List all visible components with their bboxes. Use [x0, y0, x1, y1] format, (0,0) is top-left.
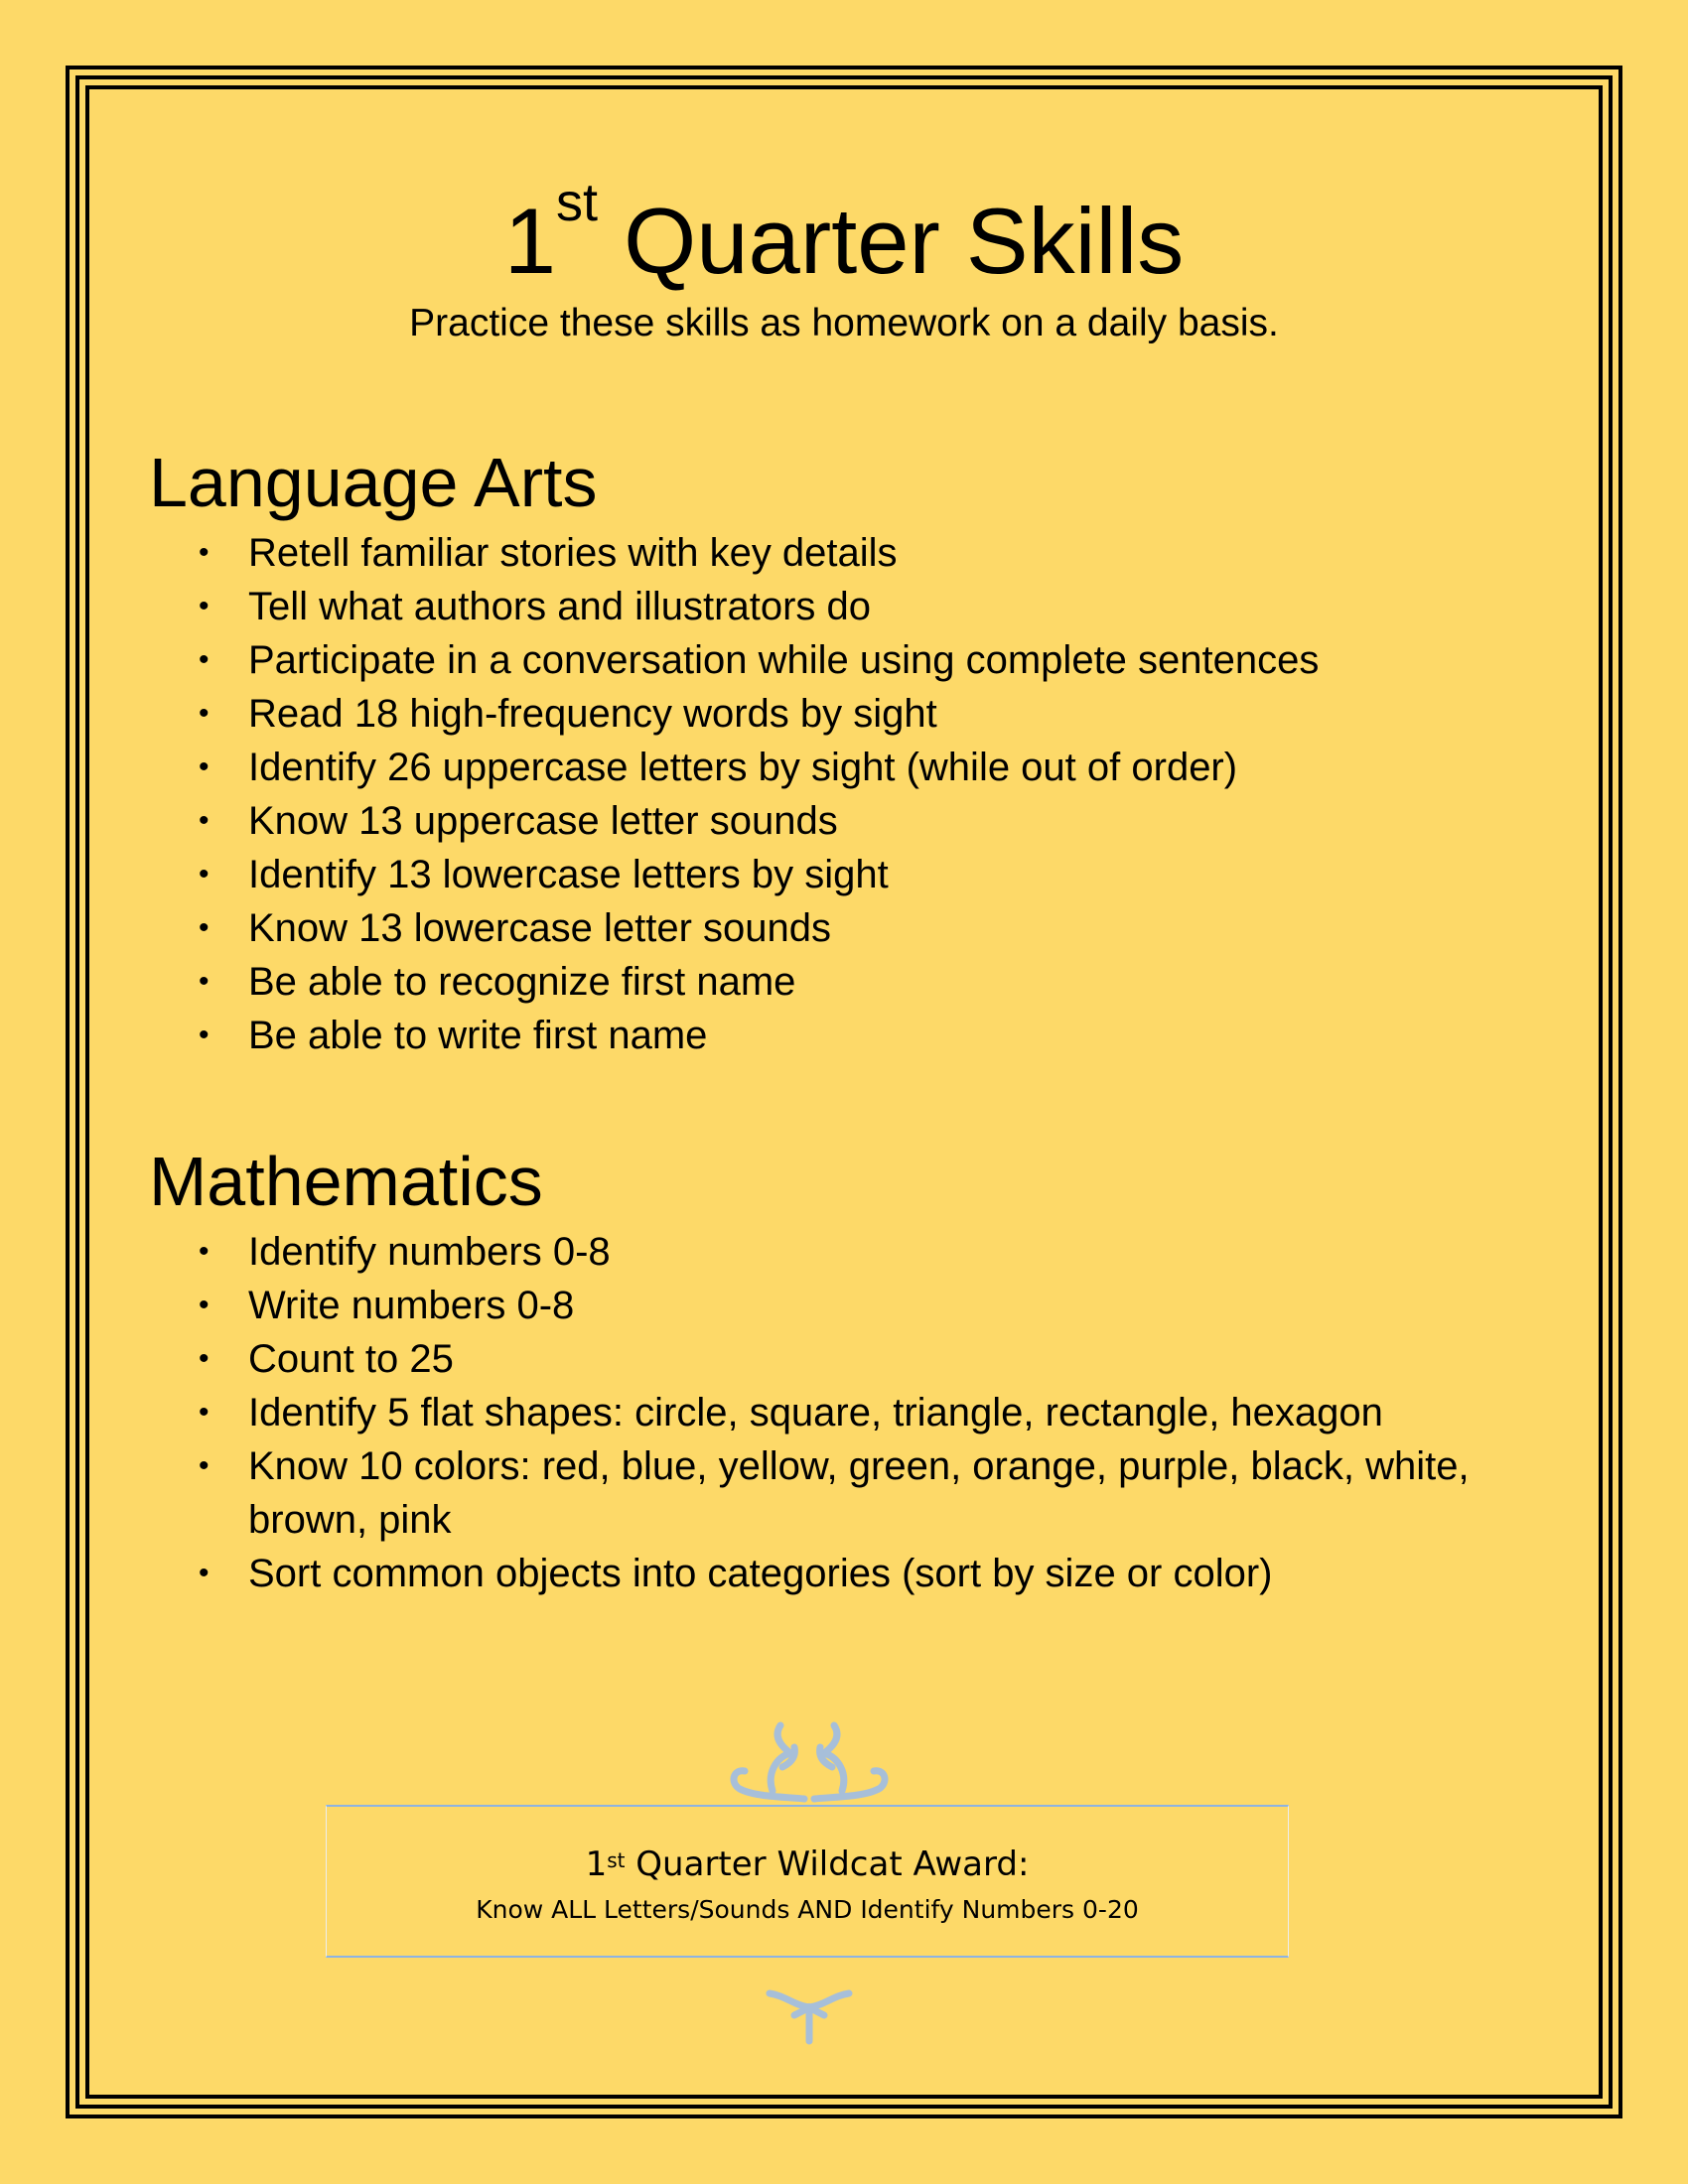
- title-text: Quarter Skills: [624, 189, 1185, 293]
- title-number: 1: [503, 189, 556, 293]
- award-box: [326, 1805, 1289, 1958]
- bullet-icon: •: [199, 643, 210, 676]
- list-item: • Know 10 colors: red, blue, yellow, green, orange, purple, black, white, brown, pink: [149, 1439, 1579, 1547]
- list-item: • Be able to recognize first name: [149, 955, 1319, 1009]
- list-item: • Identify 26 uppercase letters by sight (while out of order): [149, 741, 1319, 794]
- bullet-icon: •: [199, 858, 210, 890]
- bullet-icon: •: [199, 590, 210, 622]
- bullet-icon: •: [199, 1019, 210, 1051]
- page-subtitle: Practice these skills as homework on a daily basis.: [409, 302, 1279, 344]
- mathematics-list: [149, 1225, 1539, 1600]
- list-item: • Read 18 high-frequency words by sight: [149, 687, 1319, 741]
- list-item: • Identify numbers 0-8: [149, 1225, 1539, 1279]
- list-item: • Sort common objects into categories (sort by size or color): [149, 1547, 1539, 1600]
- award-title: 1st Quarter Wildcat Award:: [585, 1844, 1030, 1884]
- list-item: • Write numbers 0-8: [149, 1279, 1539, 1332]
- bullet-icon: •: [199, 804, 210, 837]
- list-item: • Participate in a conversation while using complete sentences: [149, 633, 1319, 687]
- award-detail: Know ALL Letters/Sounds AND Identify Numbers 0-20: [476, 1895, 1139, 1924]
- list-item: • Be able to write first name: [149, 1009, 1319, 1062]
- list-item: • Know 13 lowercase letter sounds: [149, 901, 1319, 955]
- bullet-icon: •: [199, 1235, 210, 1268]
- list-item: • Know 13 uppercase letter sounds: [149, 794, 1319, 848]
- language-arts-heading: Language Arts: [149, 444, 598, 521]
- bullet-icon: •: [199, 1289, 210, 1321]
- list-item: • Retell familiar stories with key details: [149, 526, 1319, 580]
- list-item: • Count to 25: [149, 1332, 1539, 1386]
- bullet-icon: •: [199, 965, 210, 998]
- language-arts-list: [149, 526, 1319, 1062]
- bullet-icon: •: [199, 911, 210, 944]
- flourish-bottom-icon: [765, 1985, 854, 2045]
- page-title: [0, 173, 1688, 296]
- bullet-icon: •: [199, 697, 210, 730]
- mathematics-heading: Mathematics: [149, 1143, 543, 1220]
- list-item: • Identify 5 flat shapes: circle, square, triangle, rectangle, hexagon: [149, 1386, 1539, 1439]
- list-item: • Identify 13 lowercase letters by sight: [149, 848, 1319, 901]
- bullet-icon: •: [199, 751, 210, 783]
- bullet-icon: •: [199, 1449, 210, 1482]
- flourish-top-icon: [725, 1717, 894, 1807]
- list-item: • Tell what authors and illustrators do: [149, 580, 1319, 633]
- bullet-icon: •: [199, 536, 210, 569]
- bullet-icon: •: [199, 1396, 210, 1429]
- title-suffix: st: [556, 173, 599, 232]
- bullet-icon: •: [199, 1557, 210, 1589]
- bullet-icon: •: [199, 1342, 210, 1375]
